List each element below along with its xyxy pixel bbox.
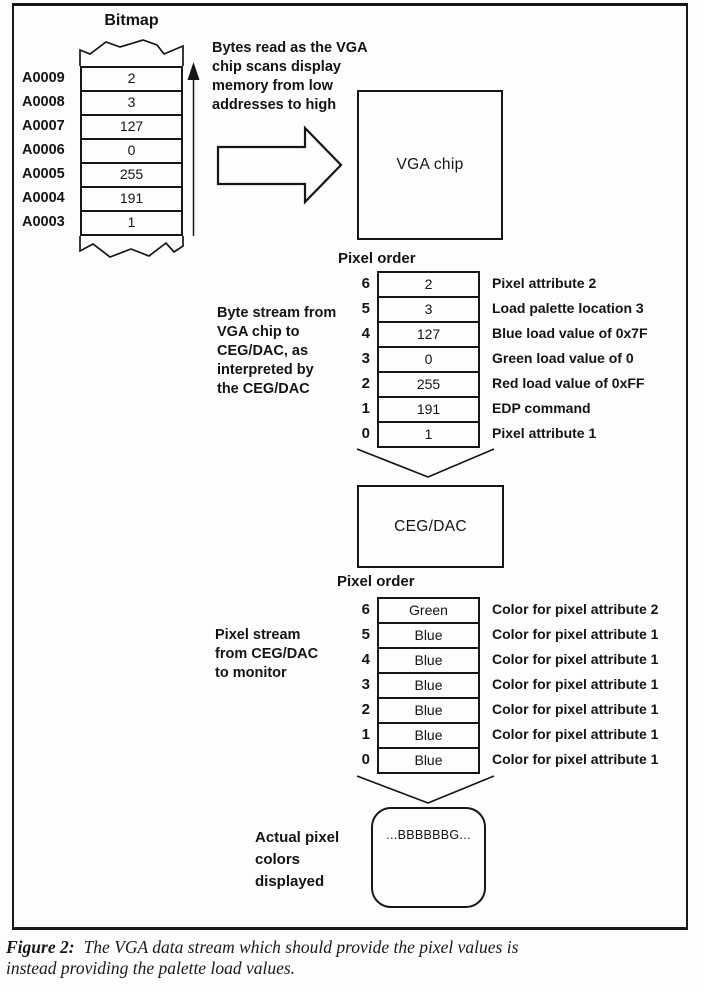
scan-note-line: addresses to high	[212, 97, 337, 113]
row-label: Green load value of 0	[492, 350, 634, 366]
scan-note-line: chip scans display	[212, 59, 341, 75]
row-index: 3	[361, 350, 370, 367]
pixel-stream-note-line: to monitor	[215, 665, 287, 681]
row-index: 5	[361, 300, 370, 317]
byte-stream-index-column	[344, 271, 370, 446]
display-note-line: displayed	[255, 873, 325, 890]
caption-line-2: instead providing the palette load values.	[6, 958, 296, 978]
row-label: Color for pixel attribute 1	[492, 626, 659, 642]
display-output-box	[371, 807, 486, 908]
figure-caption	[6, 937, 698, 979]
bitmap-cell: 127	[82, 114, 181, 138]
row-label: Color for pixel attribute 1	[492, 701, 659, 717]
row-index: 1	[361, 726, 370, 743]
vga-chip-box	[357, 90, 503, 240]
bitmap-cell: 1	[82, 210, 181, 236]
caption-prefix: Figure 2:	[6, 937, 75, 957]
row-index: 5	[361, 626, 370, 643]
pixel-stream-cell: Blue	[379, 647, 478, 672]
byte-stream-cell: 3	[379, 296, 478, 321]
bitmap-cell: 255	[82, 162, 181, 186]
byte-stream-cell: 0	[379, 346, 478, 371]
pixel-stream-cell: Blue	[379, 722, 478, 747]
row-index: 2	[361, 375, 370, 392]
row-label: Color for pixel attribute 1	[492, 726, 659, 742]
byte-stream-cell: 191	[379, 396, 478, 421]
vga-chip-label: VGA chip	[396, 156, 464, 173]
byte-stream-cell: 255	[379, 371, 478, 396]
bitmap-table	[80, 66, 183, 236]
row-index: 6	[361, 275, 370, 292]
pixel-stream-table	[377, 597, 480, 774]
pixel-stream-cell: Blue	[379, 747, 478, 774]
row-index: 3	[361, 676, 370, 693]
row-index: 4	[361, 651, 370, 668]
bitmap-cell: 191	[82, 186, 181, 210]
row-label: EDP command	[492, 400, 591, 416]
ceg-dac-box	[357, 485, 504, 568]
row-label: Color for pixel attribute 2	[492, 601, 659, 617]
caption-text-line1: The VGA data stream which should provide the pixel values is	[83, 937, 519, 957]
byte-stream-note-line: Byte stream from	[217, 305, 337, 321]
row-label: Pixel attribute 1	[492, 425, 597, 441]
row-label: Red load value of 0xFF	[492, 375, 645, 391]
pixel-stream-label-column	[492, 597, 697, 772]
bitmap-address: A0007	[22, 118, 65, 134]
bitmap-cell: 0	[82, 138, 181, 162]
bitmap-address: A0006	[22, 142, 65, 158]
bitmap-address: A0005	[22, 166, 65, 182]
display-note	[255, 827, 385, 893]
ceg-dac-label: CEG/DAC	[394, 517, 467, 535]
row-label: Color for pixel attribute 1	[492, 676, 659, 692]
pixel-stream-note-line: from CEG/DAC	[215, 646, 319, 662]
row-index: 6	[361, 601, 370, 618]
bitmap-title: Bitmap	[104, 12, 159, 29]
pixel-stream-cell: Green	[379, 597, 478, 622]
display-note-line: Actual pixel	[255, 829, 340, 846]
row-label: Color for pixel attribute 1	[492, 651, 659, 667]
bitmap-cell: 3	[82, 90, 181, 114]
pixel-stream-note-line: Pixel stream	[215, 627, 301, 643]
caption-line-1	[6, 937, 698, 958]
row-index: 2	[361, 701, 370, 718]
pixel-stream-cell: Blue	[379, 672, 478, 697]
pixel-stream-index-column	[344, 597, 370, 772]
bitmap-address: A0003	[22, 214, 65, 230]
row-label: Color for pixel attribute 1	[492, 751, 659, 767]
row-label: Pixel attribute 2	[492, 275, 597, 291]
pixel-stream-cell: Blue	[379, 697, 478, 722]
bitmap-address: A0004	[22, 190, 65, 206]
display-note-line: colors	[255, 851, 301, 868]
byte-stream-table	[377, 271, 480, 448]
bitmap-address-column	[22, 66, 76, 234]
bitmap-cell: 2	[82, 66, 181, 90]
row-label: Blue load value of 0x7F	[492, 325, 648, 341]
byte-stream-cell: 2	[379, 271, 478, 296]
row-index: 0	[361, 751, 370, 768]
byte-stream-cell: 127	[379, 321, 478, 346]
bitmap-address: A0009	[22, 70, 65, 86]
row-index: 4	[361, 325, 370, 342]
row-index: 0	[361, 425, 370, 442]
scan-note-line: Bytes read as the VGA	[212, 40, 368, 56]
pixel-order-label-pixelstream: Pixel order	[337, 573, 415, 590]
byte-stream-cell: 1	[379, 421, 478, 448]
byte-stream-note-line: VGA chip to	[217, 324, 300, 340]
bitmap-address: A0008	[22, 94, 65, 110]
byte-stream-note-line: the CEG/DAC	[217, 381, 310, 397]
pixel-order-label-bytestream: Pixel order	[338, 250, 416, 267]
row-label: Load palette location 3	[492, 300, 644, 316]
pixel-stream-cell: Blue	[379, 622, 478, 647]
byte-stream-label-column	[492, 271, 697, 446]
scan-note-line: memory from low	[212, 78, 333, 94]
byte-stream-note-line: CEG/DAC, as	[217, 343, 309, 359]
display-output-value: ...BBBBBBG...	[386, 828, 471, 842]
row-index: 1	[361, 400, 370, 417]
byte-stream-note-line: interpreted by	[217, 362, 314, 378]
